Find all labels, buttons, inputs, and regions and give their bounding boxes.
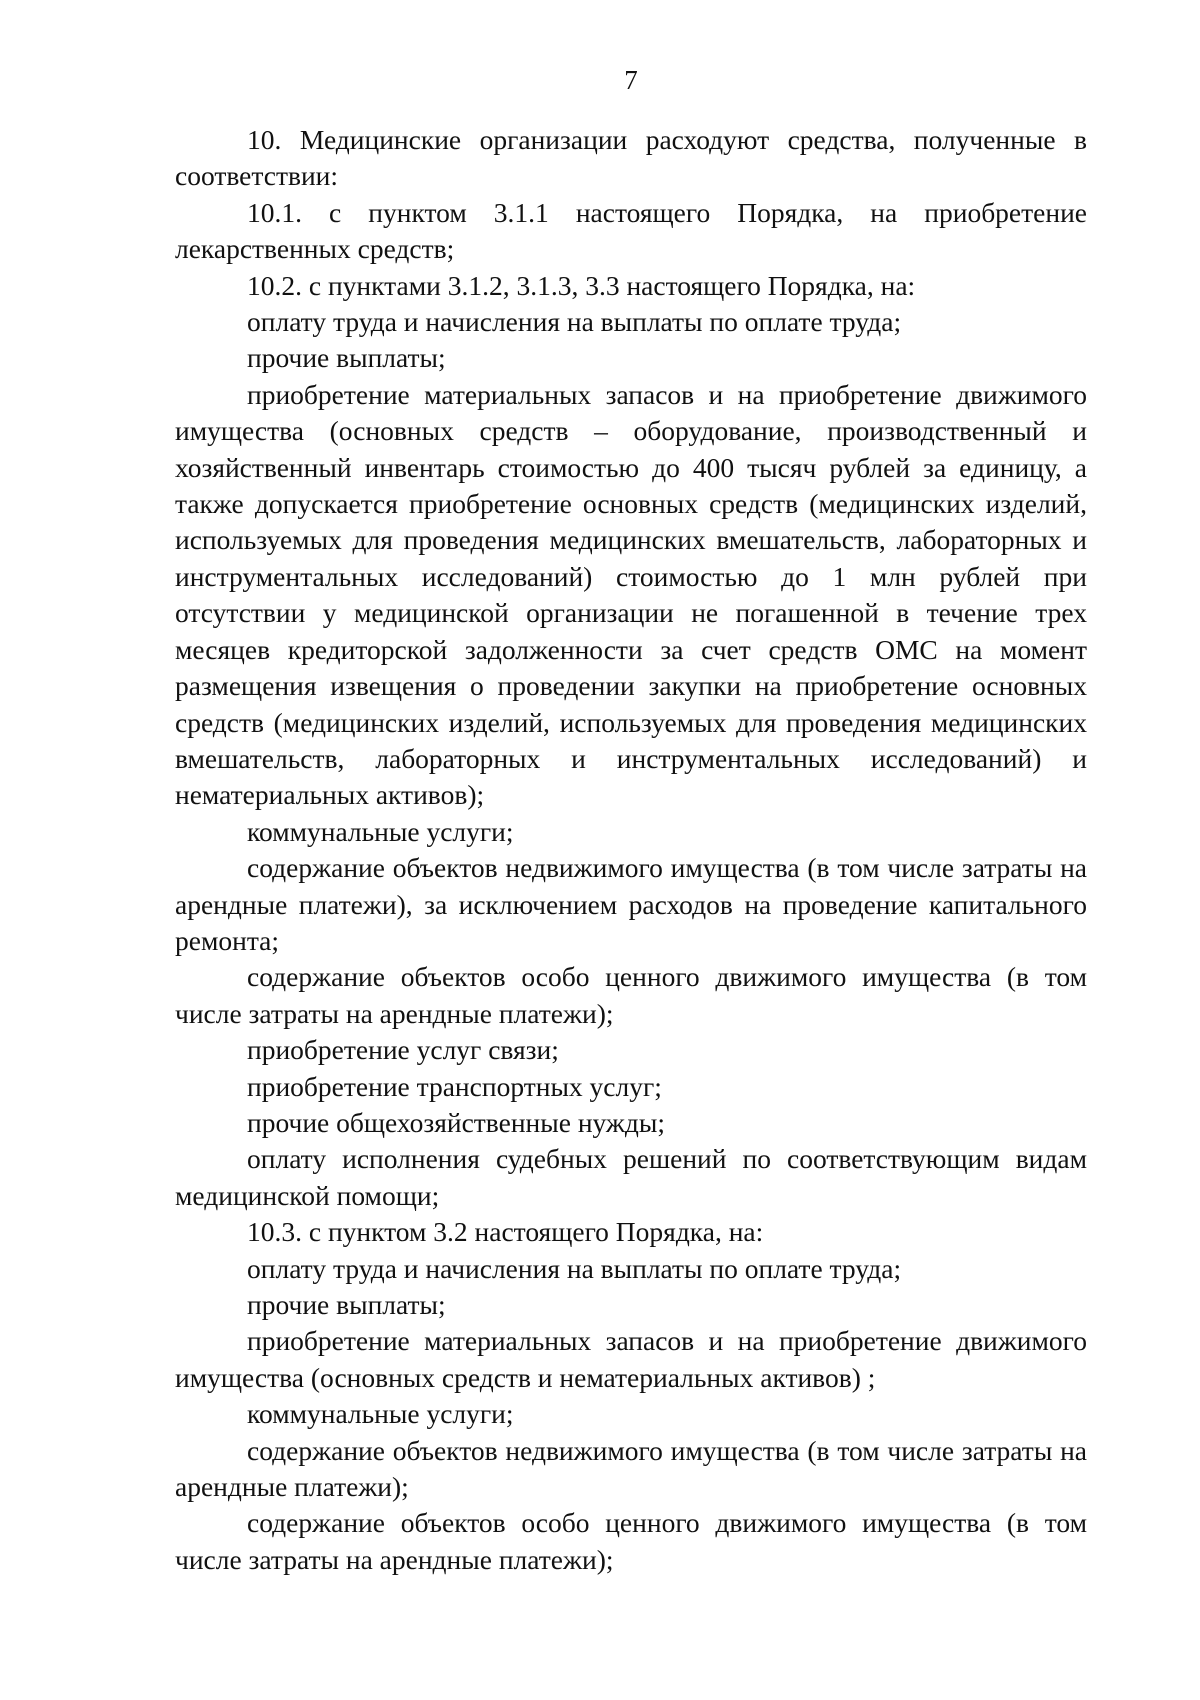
paragraph: коммунальные услуги; [247, 815, 514, 847]
paragraph: содержание объектов особо ценного движимого имущества (в том числе затраты на арендные платежи); [175, 1507, 1087, 1575]
paragraph: прочие выплаты; [247, 1289, 446, 1320]
paragraph: 10.2. с пунктами 3.1.2, 3.1.3, 3.3 настоящего Порядка, на: [247, 269, 916, 301]
document-body [175, 122, 1087, 1578]
paragraph: прочие общехозяйственные нужды; [247, 1106, 666, 1138]
paragraph: прочие выплаты; [247, 342, 446, 374]
paragraph: оплату труда и начисления на выплаты по оплате труда; [247, 306, 902, 338]
paragraph: приобретение транспортных услуг; [247, 1070, 662, 1102]
paragraph: приобретение материальных запасов и на приобретение движимого имущества (основных средств и нематериальных активов) ; [175, 1325, 1087, 1393]
paragraph: приобретение материальных запасов и на приобретение движимого имущества (основных средств – оборудование, производственный и хозяйственный инвентарь стоимостью до 400 тысяч рублей за единицу, а также допускается приобретение основных средств (медицинских изделий, используемых для проведения медицинских вмешательств, лабораторных и инструментальных исследований) стоимостью до 1 млн рублей при отсутствии у медицинской организации не погашенной в течение трех месяцев кредиторской задолженности за счет средств ОМС на момент размещения извещения о проведении закупки на приобретение основных средств (медицинских изделий, используемых для проведения медицинских вмешательств, лабораторных и инструментальных исследований) и нематериальных активов); [175, 378, 1087, 811]
paragraph: 10.1. с пунктом 3.1.1 настоящего Порядка, на приобретение лекарственных средств; [175, 196, 1087, 265]
paragraph: коммунальные услуги; [247, 1398, 514, 1430]
paragraph: содержание объектов недвижимого имущества (в том числе затраты на арендные платежи); [175, 1434, 1087, 1503]
paragraph: содержание объектов особо ценного движимого имущества (в том числе затраты на арендные платежи); [175, 961, 1087, 1029]
paragraph: приобретение услуг связи; [247, 1034, 559, 1066]
paragraph: оплату труда и начисления на выплаты по оплате труда; [247, 1252, 902, 1284]
paragraph: 10.3. с пунктом 3.2 настоящего Порядка, на: [247, 1216, 764, 1248]
paragraph: оплату исполнения судебных решений по соответствующим видам медицинской помощи; [175, 1143, 1087, 1211]
page-number: 7 [624, 65, 638, 95]
paragraph: содержание объектов недвижимого имущества (в том числе затраты на арендные платежи), за исключением расходов на проведение капитального ремонта; [175, 852, 1087, 956]
paragraph: 10. Медицинские организации расходуют средства, полученные в соответствии: [175, 124, 1087, 192]
